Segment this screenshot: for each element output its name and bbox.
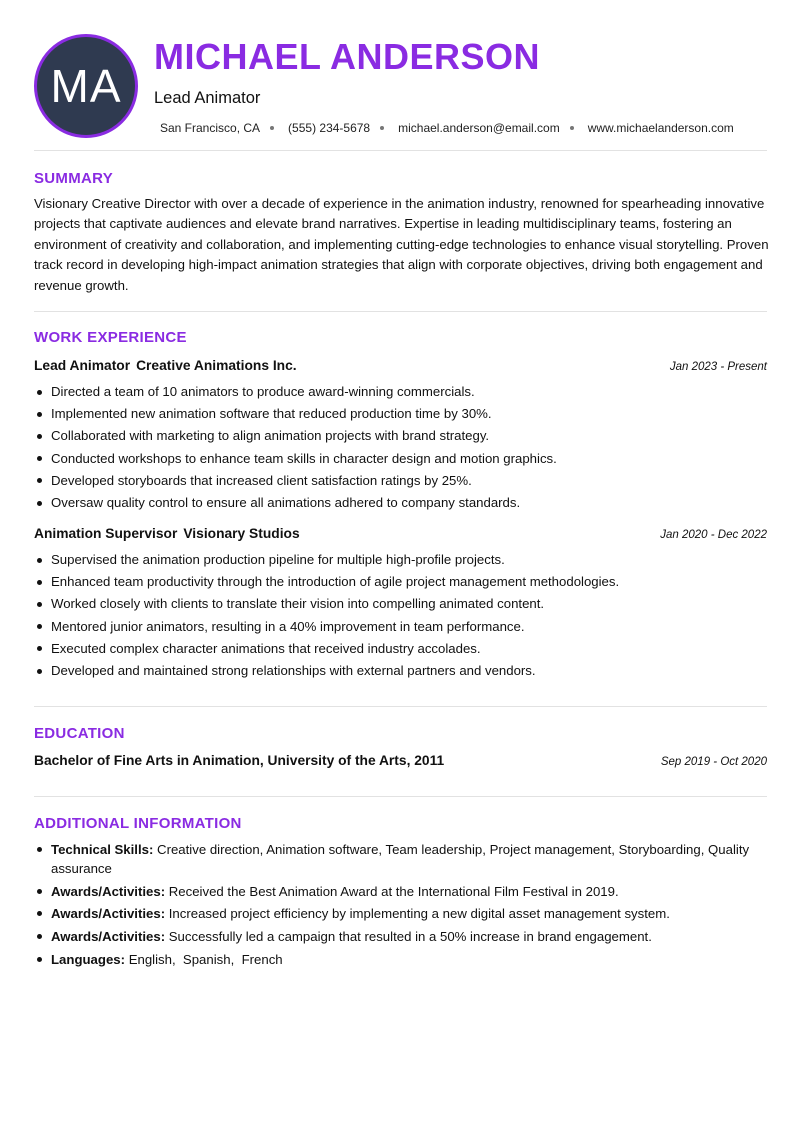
education-degree: Bachelor of Fine Arts in Animation, University of the Arts, 2011 xyxy=(34,753,445,768)
avatar xyxy=(34,34,138,138)
list-item xyxy=(34,927,767,946)
list-item: Developed and maintained strong relationships with external partners and vendors. xyxy=(34,660,767,682)
list-item xyxy=(34,904,767,923)
list-item: Collaborated with marketing to align animation projects with brand strategy. xyxy=(34,425,767,447)
info-text: Successfully led a campaign that resulted in a 50% increase in brand engagement. xyxy=(168,928,652,944)
summary-text: Visionary Creative Director with over a decade of experience in the animation industry, renowned for spearheading innovative projects that captivate audiences and elevate brand narratives. Expertise in leading multidisciplinary teams, fostering an environment of creativity and collaboration, and implementing cutting-edge technologies to enhance visual storytelling. Proven track record in developing high-impact animation strategies that align with corporate objectives, driving both engagement and revenue growth. xyxy=(34,196,769,293)
section-divider xyxy=(34,706,767,707)
candidate-name: MICHAEL ANDERSON xyxy=(154,36,541,77)
education-entry xyxy=(34,753,767,768)
contact-line xyxy=(160,121,734,135)
job-header xyxy=(34,358,767,373)
info-label: Awards/Activities: xyxy=(51,883,166,899)
list-item xyxy=(34,840,767,878)
education-dates: Sep 2019 - Oct 2020 xyxy=(660,756,767,768)
contact-phone: (555) 234-5678 xyxy=(288,121,371,135)
list-item: Developed storyboards that increased client satisfaction ratings by 25%. xyxy=(34,470,767,492)
section-divider xyxy=(34,150,767,151)
resume-header xyxy=(34,34,767,138)
list-item: Directed a team of 10 animators to produce award-winning commercials. xyxy=(34,381,767,403)
education-heading: EDUCATION xyxy=(34,725,125,742)
avatar-initials: MA xyxy=(50,60,122,112)
work-experience-heading: WORK EXPERIENCE xyxy=(34,329,187,346)
list-item: Supervised the animation production pipeline for multiple high-profile projects. xyxy=(34,549,767,571)
list-item: Worked closely with clients to translate their vision into compelling animated content. xyxy=(34,593,767,615)
list-item xyxy=(34,882,767,901)
separator-dot-icon xyxy=(270,126,274,130)
info-label: Awards/Activities: xyxy=(51,906,166,921)
job-title-line xyxy=(34,526,300,541)
separator-dot-icon xyxy=(380,126,384,130)
job-title-line xyxy=(34,358,297,373)
list-item xyxy=(34,950,767,969)
info-label: Technical Skills: xyxy=(51,842,154,857)
info-text: Increased project efficiency by implementing a new digital asset management system. xyxy=(168,906,670,921)
info-text: Creative direction, Animation software, Team leadership, Project management, Storyboarding, Quality assurance xyxy=(51,842,750,876)
job-company: Creative Animations Inc. xyxy=(136,358,297,373)
list-item: Oversaw quality control to ensure all animations adhered to company standards. xyxy=(34,492,767,514)
summary-heading: SUMMARY xyxy=(34,170,114,187)
candidate-role: Lead Animator xyxy=(154,89,261,107)
contact-location: San Francisco, CA xyxy=(160,121,261,135)
list-item: Mentored junior animators, resulting in a 40% improvement in team performance. xyxy=(34,616,767,638)
info-label: Languages: xyxy=(51,951,126,967)
separator-dot-icon xyxy=(570,126,574,130)
job-bullet-list xyxy=(34,549,767,682)
job-header xyxy=(34,526,767,541)
job-bullet-list xyxy=(34,381,767,514)
list-item: Implemented new animation software that reduced production time by 30%. xyxy=(34,403,767,425)
contact-email[interactable]: michael.anderson@email.com xyxy=(398,121,560,135)
additional-information-heading: ADDITIONAL INFORMATION xyxy=(34,815,242,832)
list-item: Enhanced team productivity through the introduction of agile project management methodologies. xyxy=(34,571,767,593)
info-text: English, Spanish, French xyxy=(128,951,283,967)
job-title: Animation Supervisor xyxy=(34,526,178,541)
job-dates: Jan 2023 - Present xyxy=(669,361,767,373)
info-label: Awards/Activities: xyxy=(51,928,166,944)
job-company: Visionary Studios xyxy=(183,526,300,541)
section-divider xyxy=(34,796,767,797)
additional-info-list xyxy=(34,840,767,972)
list-item: Executed complex character animations that received industry accolades. xyxy=(34,638,767,660)
info-text: Received the Best Animation Award at the International Film Festival in 2019. xyxy=(168,883,619,899)
list-item: Conducted workshops to enhance team skills in character design and motion graphics. xyxy=(34,448,767,470)
contact-website[interactable]: www.michaelanderson.com xyxy=(587,121,734,135)
section-divider xyxy=(34,311,767,312)
job-title: Lead Animator xyxy=(34,358,131,373)
job-dates: Jan 2020 - Dec 2022 xyxy=(660,529,767,541)
